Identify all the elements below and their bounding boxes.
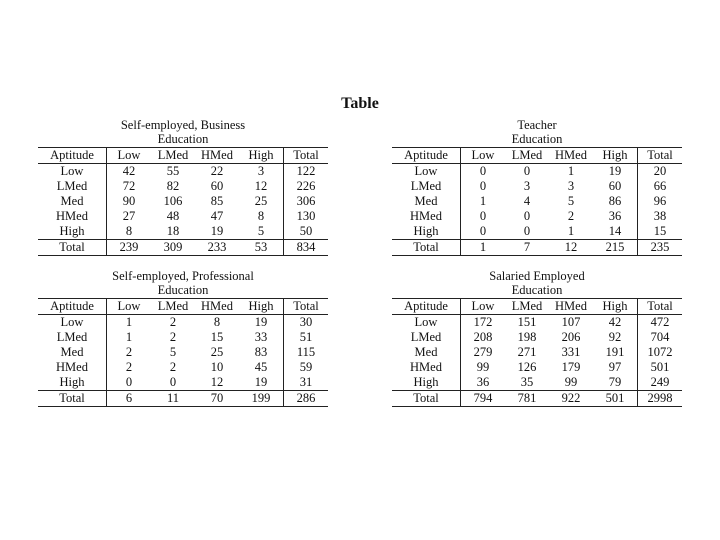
table-cell: 6 xyxy=(107,391,152,407)
column-header: HMed xyxy=(195,299,239,315)
table-cell: 12 xyxy=(210,375,224,389)
table-panel-salaried-employed xyxy=(392,269,682,407)
table-row xyxy=(38,345,328,360)
table-cell: 45 xyxy=(254,360,268,374)
table-cell: 2 xyxy=(169,315,177,329)
table-cell: 60 xyxy=(608,179,622,193)
table-row xyxy=(392,224,682,240)
row-label: Low xyxy=(38,315,107,331)
row-label: HMed xyxy=(392,360,461,375)
column-header: Aptitude xyxy=(392,299,461,315)
table-cell: 97 xyxy=(608,360,622,374)
table-row xyxy=(38,179,328,194)
table-cell: 1 xyxy=(461,240,506,256)
table-cell: 922 xyxy=(549,391,593,407)
column-header: High xyxy=(239,148,284,164)
row-label: High xyxy=(392,375,461,391)
table-cell: 0 xyxy=(479,179,487,193)
table-row xyxy=(392,194,682,209)
table-cell: 271 xyxy=(517,345,537,359)
table-cell: 85 xyxy=(210,194,224,208)
table-cell: 472 xyxy=(638,315,683,331)
table-cell: 501 xyxy=(593,391,638,407)
table-cell: 12 xyxy=(254,179,268,193)
table-cell: 5 xyxy=(257,224,265,238)
table-cell: 53 xyxy=(239,240,284,256)
table-cell: 18 xyxy=(166,224,180,238)
table-cell: 99 xyxy=(476,360,490,374)
row-label: Med xyxy=(392,345,461,360)
table-cell: 20 xyxy=(638,164,683,180)
table-cell: 794 xyxy=(461,391,506,407)
table-cell: 191 xyxy=(605,345,625,359)
table-subtitle: Education xyxy=(157,283,209,297)
table-cell: 11 xyxy=(151,391,195,407)
table-cell: 126 xyxy=(517,360,537,374)
table-row xyxy=(392,330,682,345)
table-row xyxy=(392,179,682,194)
table-cell: 55 xyxy=(166,164,180,178)
column-header: High xyxy=(593,148,638,164)
column-header: High xyxy=(593,299,638,315)
table-row xyxy=(392,345,682,360)
table-cell: 235 xyxy=(638,240,683,256)
table-cell: 30 xyxy=(284,315,329,331)
table-cell: 0 xyxy=(479,209,487,223)
table-cell: 10 xyxy=(210,360,224,374)
table-cell: 3 xyxy=(567,179,575,193)
table-row xyxy=(38,315,328,331)
row-label: High xyxy=(392,224,461,240)
column-header: LMed xyxy=(151,299,195,315)
table-header-row xyxy=(392,148,682,164)
column-header: Total xyxy=(284,148,329,164)
table-cell: 1 xyxy=(479,194,487,208)
table-cell: 1 xyxy=(125,315,133,329)
table-cell: 226 xyxy=(284,179,329,194)
table-cell: 27 xyxy=(122,209,136,223)
table-cell: 42 xyxy=(122,164,136,178)
column-header: LMed xyxy=(151,148,195,164)
column-header: HMed xyxy=(195,148,239,164)
table-cell: 25 xyxy=(210,345,224,359)
row-label: HMed xyxy=(392,209,461,224)
column-header: Low xyxy=(107,148,152,164)
column-header: LMed xyxy=(505,148,549,164)
table-cell: 106 xyxy=(163,194,183,208)
table-row xyxy=(392,315,682,331)
table-total-row xyxy=(38,240,328,256)
table-subtitle: Education xyxy=(511,132,563,146)
table-cell: 14 xyxy=(608,224,622,238)
table-cell: 239 xyxy=(107,240,152,256)
table-total-row xyxy=(392,391,682,407)
table-cell: 107 xyxy=(561,315,581,329)
table-row xyxy=(38,209,328,224)
table-title: Self-employed, Professional xyxy=(112,269,254,283)
table-cell: 122 xyxy=(284,164,329,180)
table-cell: 59 xyxy=(284,360,329,375)
table-cell: 83 xyxy=(254,345,268,359)
cross-tab-table xyxy=(38,298,328,407)
table-cell: 19 xyxy=(608,164,622,178)
table-row xyxy=(392,164,682,180)
table-cell: 279 xyxy=(473,345,493,359)
column-header: Total xyxy=(638,148,683,164)
table-cell: 501 xyxy=(638,360,683,375)
table-cell: 309 xyxy=(151,240,195,256)
table-cell: 36 xyxy=(608,209,622,223)
table-cell: 36 xyxy=(476,375,490,389)
row-label: Total xyxy=(38,240,107,256)
table-cell: 1072 xyxy=(638,345,683,360)
table-title: Salaried Employed xyxy=(489,269,585,283)
table-cell: 5 xyxy=(169,345,177,359)
table-cell: 33 xyxy=(254,330,268,344)
row-label: HMed xyxy=(38,360,107,375)
table-cell: 25 xyxy=(254,194,268,208)
row-label: LMed xyxy=(38,330,107,345)
column-header: Total xyxy=(284,299,329,315)
table-row xyxy=(38,360,328,375)
table-cell: 96 xyxy=(638,194,683,209)
table-cell: 79 xyxy=(608,375,622,389)
table-cell: 82 xyxy=(166,179,180,193)
table-cell: 1 xyxy=(125,330,133,344)
table-cell: 19 xyxy=(210,224,224,238)
table-cell: 2 xyxy=(169,330,177,344)
row-label: Total xyxy=(392,391,461,407)
table-cell: 0 xyxy=(523,209,531,223)
table-row xyxy=(38,164,328,180)
table-subtitle: Education xyxy=(157,132,209,146)
table-total-row xyxy=(38,391,328,407)
table-row xyxy=(392,360,682,375)
row-label: Med xyxy=(392,194,461,209)
table-cell: 834 xyxy=(284,240,329,256)
table-cell: 8 xyxy=(213,315,221,329)
table-cell: 19 xyxy=(254,375,268,389)
table-cell: 704 xyxy=(638,330,683,345)
table-cell: 2 xyxy=(169,360,177,374)
table-row xyxy=(392,375,682,391)
table-cell: 0 xyxy=(125,375,133,389)
column-header: LMed xyxy=(505,299,549,315)
table-cell: 86 xyxy=(608,194,622,208)
table-cell: 199 xyxy=(239,391,284,407)
column-header: HMed xyxy=(549,148,593,164)
row-label: Total xyxy=(392,240,461,256)
table-cell: 8 xyxy=(125,224,133,238)
row-label: Total xyxy=(38,391,107,407)
table-header-row xyxy=(38,148,328,164)
table-cell: 151 xyxy=(517,315,537,329)
table-cell: 2 xyxy=(125,345,133,359)
table-cell: 22 xyxy=(210,164,224,178)
table-cell: 172 xyxy=(473,315,493,329)
table-cell: 0 xyxy=(479,224,487,238)
cross-tab-table xyxy=(38,147,328,256)
table-title: Teacher xyxy=(517,118,557,132)
table-cell: 0 xyxy=(523,224,531,238)
table-cell: 1 xyxy=(567,164,575,178)
column-header: Aptitude xyxy=(38,299,107,315)
column-header: High xyxy=(239,299,284,315)
table-cell: 38 xyxy=(638,209,683,224)
column-header: Total xyxy=(638,299,683,315)
table-cell: 31 xyxy=(284,375,329,391)
table-cell: 2 xyxy=(567,209,575,223)
row-label: High xyxy=(38,375,107,391)
table-cell: 47 xyxy=(210,209,224,223)
table-cell: 206 xyxy=(561,330,581,344)
table-cell: 35 xyxy=(520,375,534,389)
table-row xyxy=(38,194,328,209)
table-row xyxy=(38,330,328,345)
row-label: LMed xyxy=(392,330,461,345)
page-title: Table xyxy=(341,95,379,112)
table-cell: 72 xyxy=(122,179,136,193)
row-label: Med xyxy=(38,345,107,360)
row-label: High xyxy=(38,224,107,240)
table-cell: 233 xyxy=(195,240,239,256)
column-header: Low xyxy=(461,299,506,315)
row-label: LMed xyxy=(38,179,107,194)
cross-tab-table xyxy=(392,147,682,256)
table-cell: 0 xyxy=(523,164,531,178)
row-label: Med xyxy=(38,194,107,209)
table-cell: 90 xyxy=(122,194,136,208)
table-cell: 15 xyxy=(210,330,224,344)
table-cell: 92 xyxy=(608,330,622,344)
table-panel-teacher xyxy=(392,118,682,256)
table-cell: 0 xyxy=(169,375,177,389)
table-row xyxy=(38,375,328,391)
column-header: Low xyxy=(461,148,506,164)
table-cell: 42 xyxy=(608,315,622,329)
table-cell: 208 xyxy=(473,330,493,344)
column-header: Aptitude xyxy=(38,148,107,164)
table-cell: 15 xyxy=(638,224,683,240)
table-cell: 179 xyxy=(561,360,581,374)
table-cell: 51 xyxy=(284,330,329,345)
table-cell: 7 xyxy=(505,240,549,256)
table-cell: 1 xyxy=(567,224,575,238)
table-cell: 4 xyxy=(523,194,531,208)
table-total-row xyxy=(392,240,682,256)
table-panel-self-employed-professional xyxy=(38,269,328,407)
table-cell: 115 xyxy=(284,345,329,360)
table-cell: 215 xyxy=(593,240,638,256)
cross-tab-table xyxy=(392,298,682,407)
table-cell: 50 xyxy=(284,224,329,240)
table-cell: 12 xyxy=(549,240,593,256)
table-cell: 3 xyxy=(523,179,531,193)
row-label: Low xyxy=(392,315,461,331)
table-row xyxy=(38,224,328,240)
table-header-row xyxy=(392,299,682,315)
table-cell: 2998 xyxy=(638,391,683,407)
table-cell: 198 xyxy=(517,330,537,344)
column-header: Aptitude xyxy=(392,148,461,164)
table-cell: 781 xyxy=(505,391,549,407)
table-cell: 306 xyxy=(284,194,329,209)
table-cell: 66 xyxy=(638,179,683,194)
table-cell: 249 xyxy=(638,375,683,391)
table-header-row xyxy=(38,299,328,315)
table-panel-self-employed-business xyxy=(38,118,328,256)
table-cell: 331 xyxy=(561,345,581,359)
table-cell: 19 xyxy=(254,315,268,329)
table-cell: 2 xyxy=(125,360,133,374)
table-row xyxy=(392,209,682,224)
table-cell: 5 xyxy=(567,194,575,208)
table-cell: 48 xyxy=(166,209,180,223)
table-cell: 8 xyxy=(257,209,265,223)
table-cell: 3 xyxy=(257,164,265,178)
table-cell: 70 xyxy=(195,391,239,407)
table-cell: 130 xyxy=(284,209,329,224)
table-subtitle: Education xyxy=(511,283,563,297)
table-cell: 60 xyxy=(210,179,224,193)
column-header: HMed xyxy=(549,299,593,315)
row-label: HMed xyxy=(38,209,107,224)
row-label: Low xyxy=(38,164,107,180)
row-label: Low xyxy=(392,164,461,180)
table-cell: 99 xyxy=(564,375,578,389)
table-cell: 0 xyxy=(479,164,487,178)
row-label: LMed xyxy=(392,179,461,194)
table-cell: 286 xyxy=(284,391,329,407)
column-header: Low xyxy=(107,299,152,315)
table-title: Self-employed, Business xyxy=(120,118,246,132)
